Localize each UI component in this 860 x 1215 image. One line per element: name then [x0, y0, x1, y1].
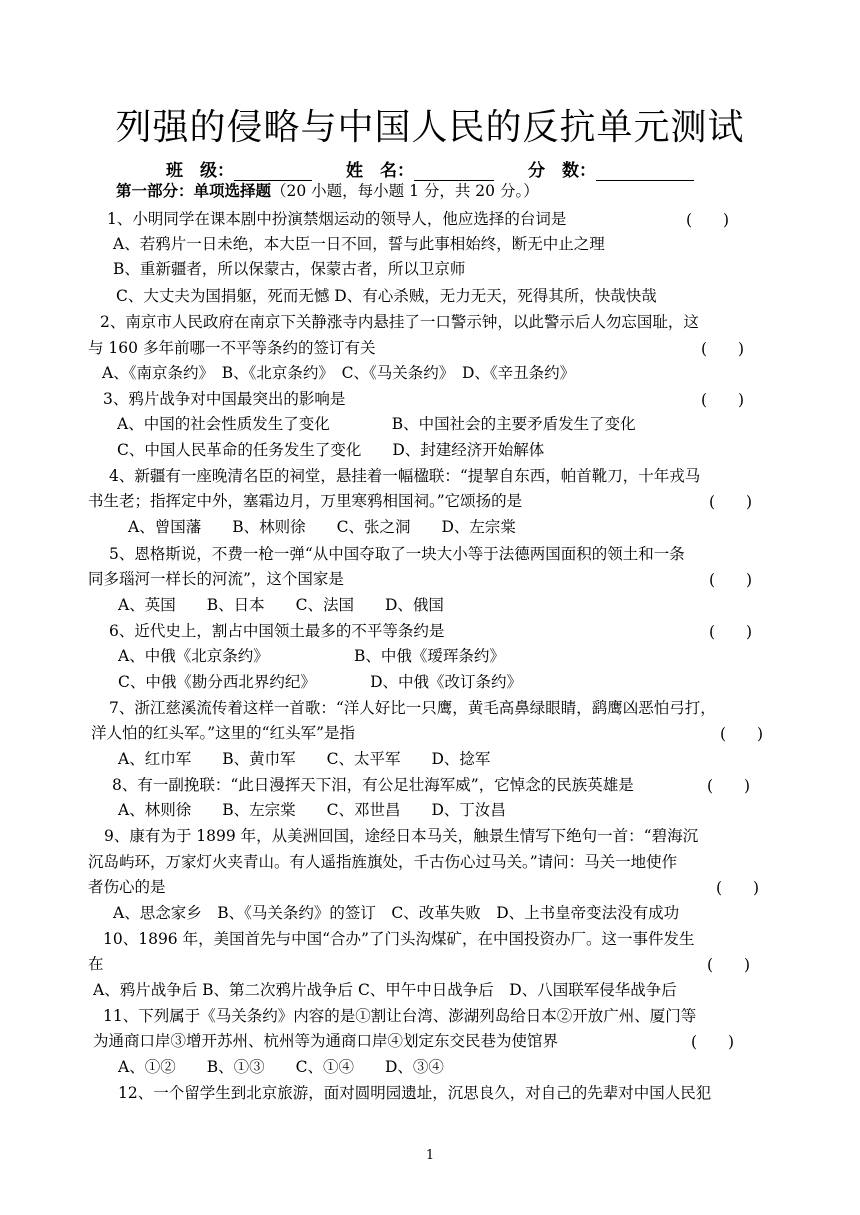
text-line: A、①② B、①③ C、①④ D、③④ [118, 1058, 444, 1076]
answer-paren: ( ) [707, 777, 751, 795]
answer-paren: ( ) [720, 725, 764, 743]
text-line: 4、新疆有一座晚清名臣的祠堂，悬挂着一幅楹联：“提挈自东西，帕首靴刀，十年戎马 [109, 467, 701, 485]
answer-paren: ( ) [709, 493, 753, 511]
answer-paren: ( ) [709, 571, 753, 589]
class-label: 班 级： [166, 161, 234, 181]
answer-paren: ( ) [691, 1033, 735, 1051]
answer-paren: ( ) [716, 879, 760, 897]
text-line: 为通商口岸③增开苏州、杭州等为通商口岸④划定东交民巷为使馆界 [93, 1032, 559, 1050]
text-line: 同多瑙河一样长的河流”，这个国家是 [88, 570, 344, 588]
score-blank[interactable] [596, 162, 694, 181]
answer-paren: ( ) [701, 391, 745, 409]
name-blank[interactable] [414, 162, 494, 181]
text-line: A、红巾军 B、黄巾军 C、太平军 D、捻军 [118, 750, 491, 768]
text-line: B、重新疆者，所以保蒙古，保蒙古者，所以卫京师 [113, 260, 466, 278]
page-title: 列强的侵略与中国人民的反抗单元测试 [115, 107, 745, 148]
answer-paren: ( ) [701, 340, 745, 358]
text-line: A、《南京条约》 B、《北京条约》 C、《马关条约》 D、《辛丑条约》 [102, 364, 576, 382]
text-line: C、中国人民革命的任务发生了变化 D、封建经济开始解体 [117, 441, 545, 459]
section-heading [116, 180, 539, 202]
text-line: 6、近代史上，割占中国领土最多的不平等条约是 [109, 622, 445, 640]
answer-paren: ( ) [686, 211, 730, 229]
text-line: 11、下列属于《马关条约》内容的是①割让台湾、澎湖列岛给日本②开放广州、厦门等 [103, 1007, 697, 1025]
text-line: A、若鸦片一日未绝，本大臣一日不回，誓与此事相始终，断无中止之理 [113, 235, 605, 253]
answer-paren: ( ) [707, 956, 751, 974]
name-label: 姓 名： [346, 161, 414, 181]
section-title: 第一部分：单项选择题 [116, 181, 272, 200]
section-note: （20 小题，每小题 1 分，共 20 分。） [271, 182, 539, 200]
text-line: A、英国 B、日本 C、法国 D、俄国 [118, 596, 444, 614]
text-line: 沉岛屿环，万家灯火夹青山。有人遥指旌旗处，千古伤心过马关。”请问：马关一地使作 [88, 853, 678, 871]
text-line: 1、小明同学在课本剧中扮演禁烟运动的领导人，他应选择的台词是 [107, 210, 567, 228]
text-line: 7、浙江慈溪流传着这样一首歌：“洋人好比一只鹰，黄毛高鼻绿眼睛，鹞鹰凶恶怕弓打， [109, 699, 716, 717]
text-line: A、中俄《北京条约》 B、中俄《瑷珲条约》 [118, 647, 505, 665]
text-line: 2、南京市人民政府在南京下关静涨寺内悬挂了一口警示钟，以此警示后人勿忘国耻，这 [100, 313, 699, 331]
text-line: 9、康有为于 1899 年，从美洲回国，途经日本马关，触景生情写下绝句一首：“碧海沉 [104, 827, 699, 845]
class-blank[interactable] [234, 162, 312, 181]
text-line: 与 160 多年前哪一不平等条约的签订有关 [88, 339, 376, 357]
text-line: C、大丈夫为国捐躯，死而无憾 D、有心杀贼，无力无天，死得其所，快哉快哉 [116, 287, 657, 305]
text-line: 在 [88, 955, 104, 973]
text-line: A、中国的社会性质发生了变化 B、中国社会的主要矛盾发生了变化 [117, 415, 636, 433]
score-label: 分 数： [528, 161, 596, 181]
text-line: 洋人怕的红头军。”这里的“红头军”是指 [91, 724, 356, 742]
text-line: 3、鸦片战争对中国最突出的影响是 [103, 390, 346, 408]
student-info-row [0, 156, 860, 181]
text-line: A、林则徐 B、左宗棠 C、邓世昌 D、丁汝昌 [118, 801, 506, 819]
answer-paren: ( ) [709, 623, 753, 641]
text-line: 8、有一副挽联：“此日漫挥天下泪，有公足壮海军威”，它悼念的民族英雄是 [112, 776, 634, 794]
text-line: 12、一个留学生到北京旅游，面对圆明园遗址，沉思良久，对自己的先辈对中国人民犯 [118, 1084, 712, 1102]
text-line: A、思念家乡 B、《马关条约》的签订 C、改革失败 D、上书皇帝变法没有成功 [113, 904, 680, 922]
text-line: 10、1896 年，美国首先与中国“合办”了门头沟煤矿，在中国投资办厂。这一事件发生 [103, 930, 695, 948]
text-line: 5、恩格斯说，不费一枪一弹“从中国夺取了一块大小等于法德两国面积的领土和一条 [109, 545, 685, 563]
text-line: A、曾国藩 B、林则徐 C、张之洞 D、左宗棠 [128, 518, 516, 536]
page-number: 1 [425, 1148, 435, 1163]
text-line: C、中俄《勘分西北界约纪》 D、中俄《改订条约》 [118, 673, 523, 691]
text-line: A、鸦片战争后 B、第二次鸦片战争后 C、甲午中日战争后 D、八国联军侵华战争后 [93, 981, 677, 999]
text-line: 书生老；指挥定中外，塞霜边月，万里寒鸦相国祠。”它颂扬的是 [88, 492, 523, 510]
text-line: 者伤心的是 [88, 878, 166, 896]
